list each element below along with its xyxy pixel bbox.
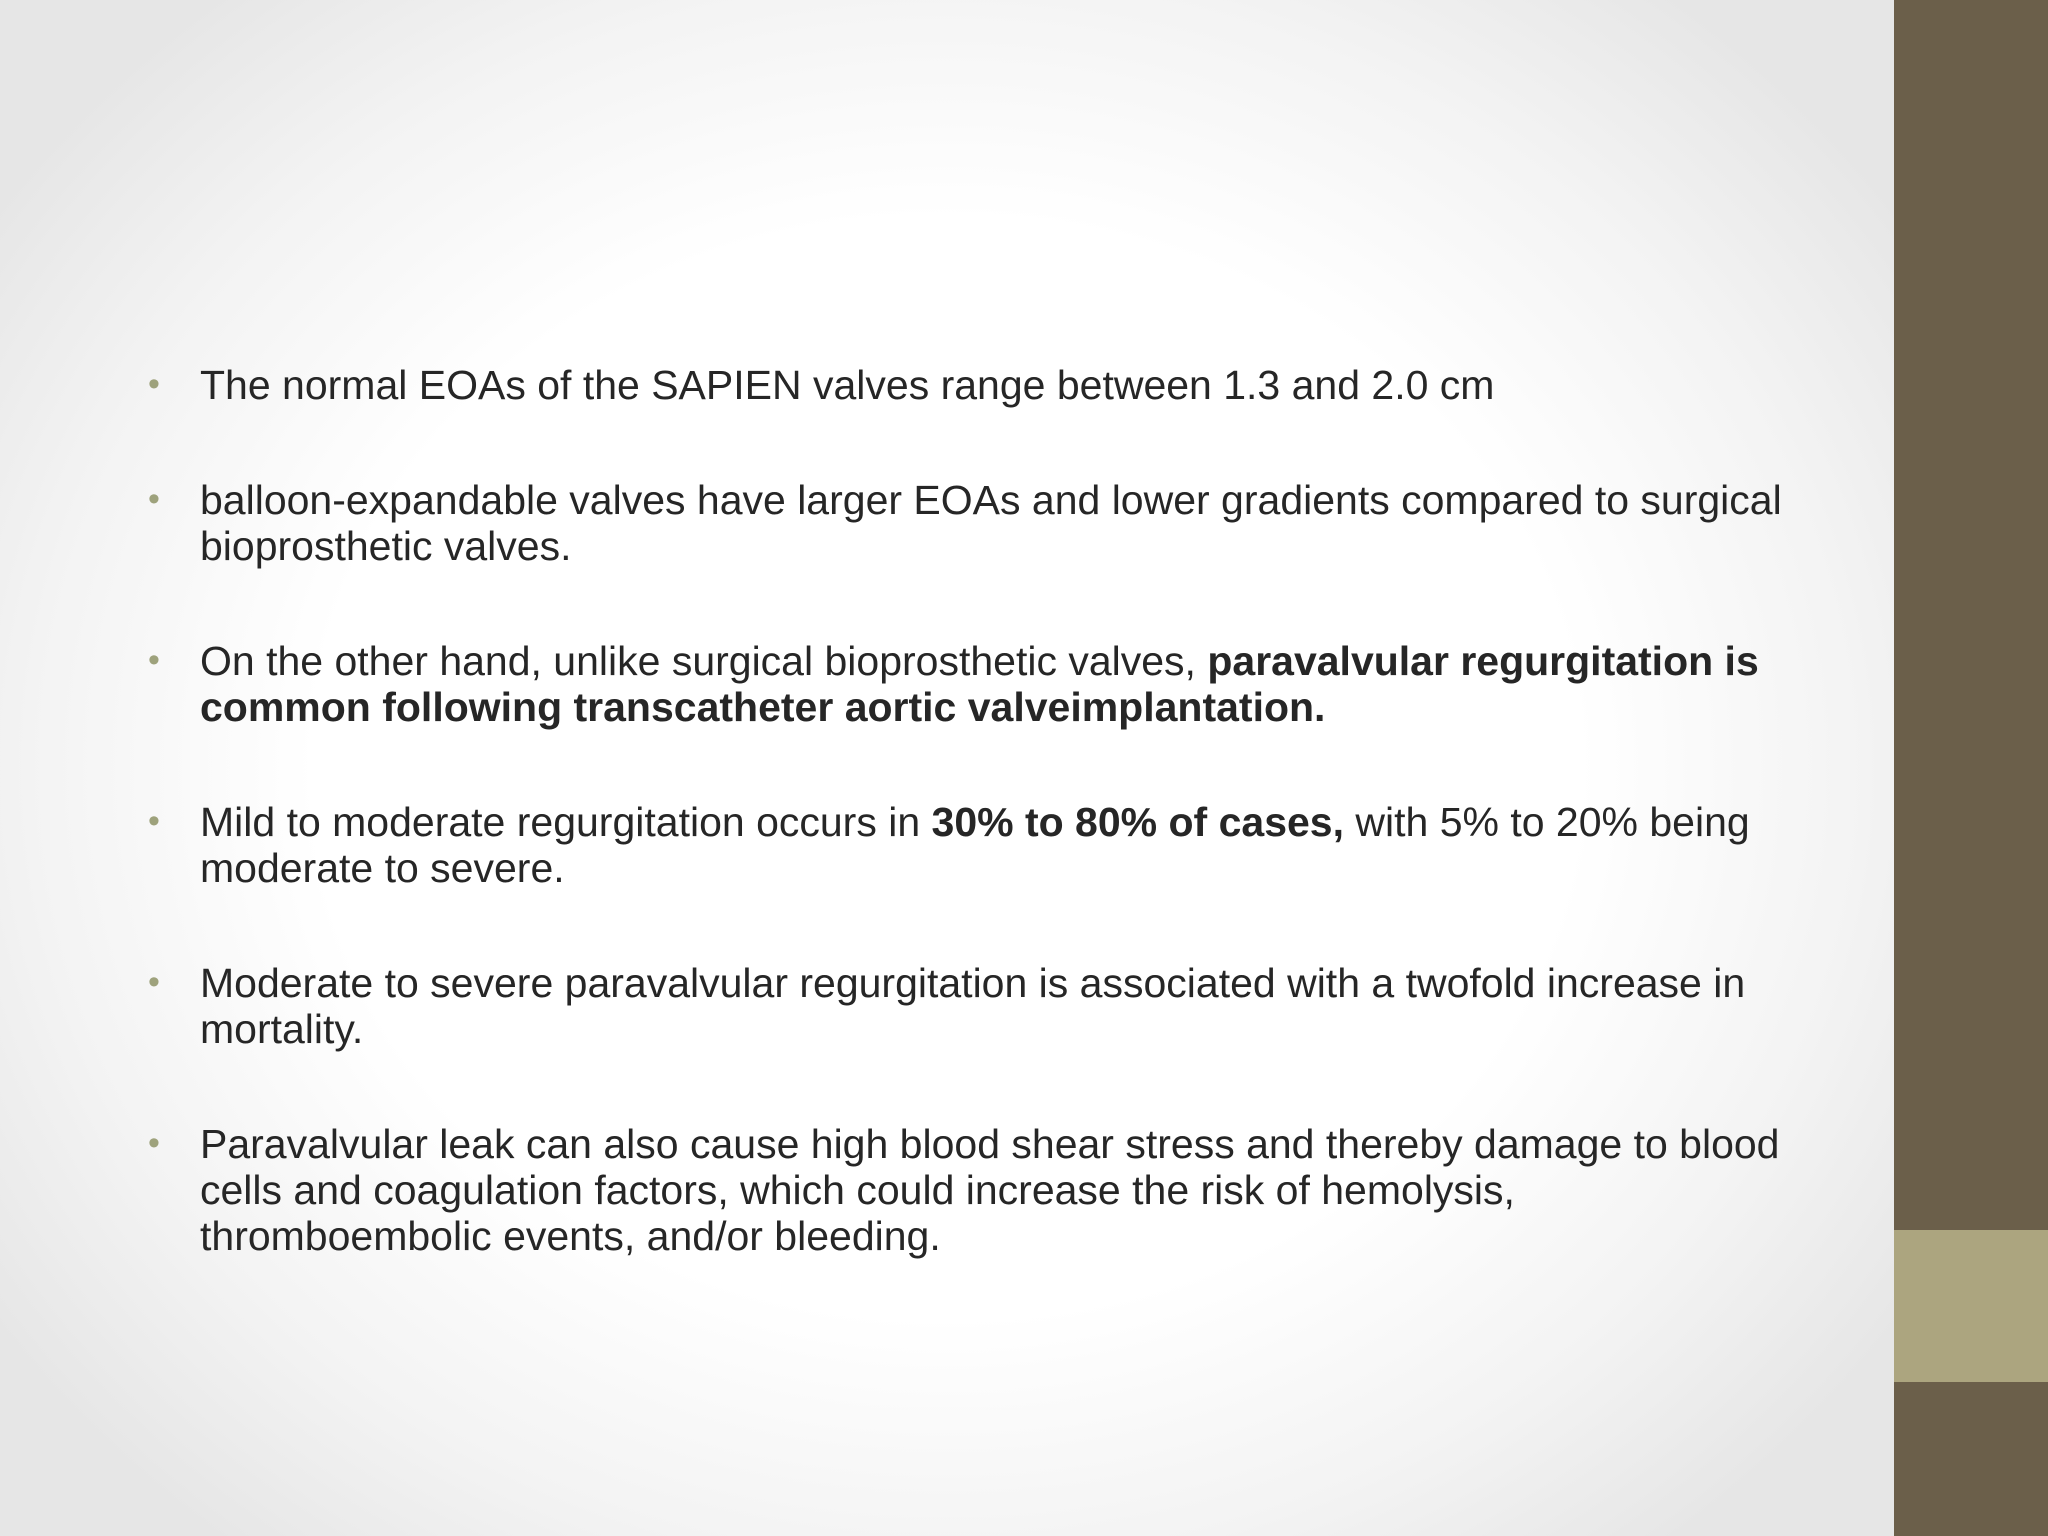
bullet-text-after: with 5% to 20% being moderate to severe.	[200, 799, 1750, 891]
bullet-item	[148, 638, 1788, 730]
bullet-text: Moderate to severe paravalvular regurgitation is associated with a twofold increase in mortality.	[200, 960, 1746, 1052]
side-bar-accent	[1894, 1230, 2048, 1382]
bullet-item	[148, 477, 1788, 569]
bullet-dot-icon: •	[148, 802, 160, 840]
bullet-dot-icon: •	[148, 480, 160, 518]
bullet-dot-icon: •	[148, 1124, 160, 1162]
bullet-dot-icon: •	[148, 963, 160, 1001]
bullet-item	[148, 799, 1788, 891]
bullet-text: On the other hand, unlike surgical bioprosthetic valves,	[200, 638, 1208, 684]
bullet-text: The normal EOAs of the SAPIEN valves range between 1.3 and 2.0 cm	[200, 362, 1495, 408]
bullet-text: balloon-expandable valves have larger EOAs and lower gradients compared to surgical bioprosthetic valves.	[200, 477, 1782, 569]
bullet-dot-icon: •	[148, 641, 160, 679]
bullet-item	[148, 960, 1788, 1052]
bullet-bold-text: paravalvular regurgitation is common following transcatheter aortic valveimplantation.	[200, 638, 1759, 730]
bullet-dot-icon: •	[148, 365, 160, 403]
bullet-text: Paravalvular leak can also cause high blood shear stress and thereby damage to blood cells and coagulation factors, which could increase the risk of hemolysis, thromboembolic events, and/or bleeding.	[200, 1121, 1780, 1259]
bullet-text: Mild to moderate regurgitation occurs in	[200, 799, 932, 845]
bullet-item	[148, 362, 1788, 408]
bullet-bold-text: 30% to 80% of cases,	[931, 799, 1344, 845]
bullet-list	[148, 362, 1788, 1328]
bullet-item	[148, 1121, 1788, 1259]
